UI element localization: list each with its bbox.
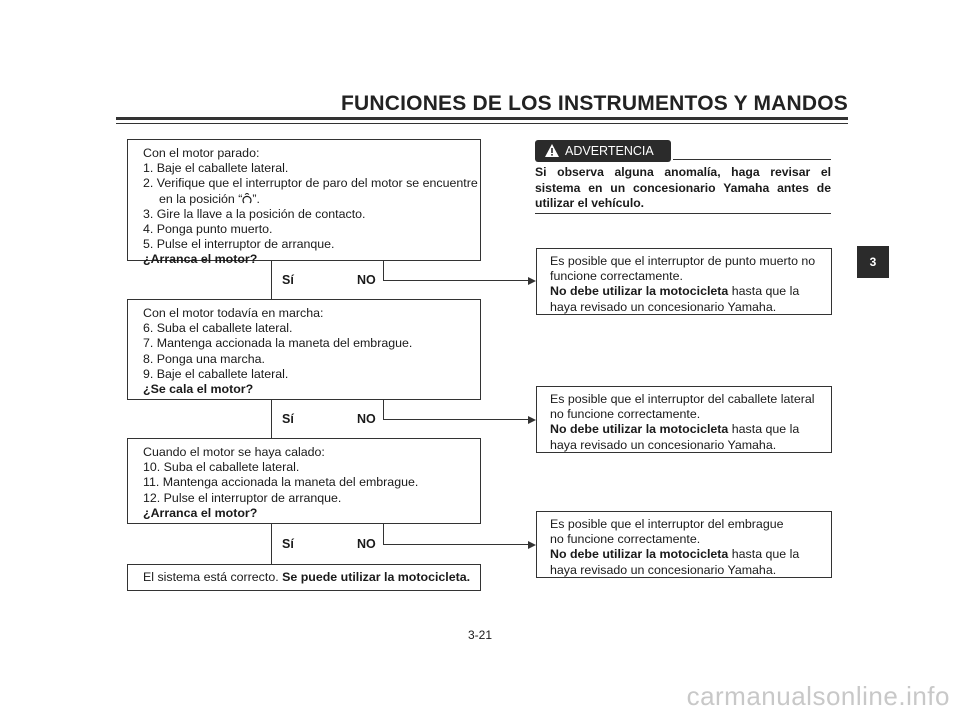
warning-rule-bottom — [535, 213, 831, 214]
page-number: 3-21 — [467, 628, 493, 642]
step1-line: 4. Ponga punto muerto. — [143, 222, 273, 237]
yes-label: Sí — [282, 537, 294, 551]
step1-box — [127, 139, 481, 267]
step3-box — [127, 438, 481, 524]
chapter-tab: 3 — [857, 246, 889, 278]
result1-line: haya revisado un concesionario Yamaha. — [550, 299, 777, 314]
no-label: NO — [357, 412, 376, 426]
final-box — [127, 564, 481, 591]
yes-label: Sí — [282, 273, 294, 287]
result2-line: haya revisado un concesionario Yamaha. — [550, 437, 777, 452]
step1-question: ¿Arranca el motor? — [143, 252, 258, 267]
no-connector — [383, 419, 529, 420]
step1-line: 3. Gire la llave a la posición de contacto. — [143, 206, 366, 221]
final-line: El sistema está correcto. Se puede utilizar la motocicleta. — [143, 570, 471, 584]
no-connector — [383, 544, 529, 545]
yes-connector — [271, 400, 272, 438]
watermark: carmanualsonline.info — [686, 681, 950, 711]
step2-line: 9. Baje el caballete lateral. — [143, 366, 289, 381]
step2-line: Con el motor todavía en marcha: — [143, 306, 324, 320]
arrow-to-result1 — [528, 277, 536, 285]
page-title: FUNCIONES DE LOS INSTRUMENTOS Y MANDOS — [341, 92, 848, 115]
result3-line: no funcione correctamente. — [550, 532, 701, 547]
step2-question: ¿Se cala el motor? — [143, 382, 254, 397]
step1-line: Con el motor parado: — [143, 146, 260, 160]
no-connector — [383, 280, 529, 281]
step1-line: 1. Baje el caballete lateral. — [143, 161, 289, 176]
no-connector — [383, 400, 384, 420]
step1-line: 5. Pulse el interruptor de arranque. — [143, 237, 335, 252]
no-connector — [383, 261, 384, 281]
result2-box — [536, 386, 832, 453]
step1-line: en la posición “ ”. — [159, 191, 260, 206]
warning-icon — [544, 143, 560, 158]
warning-badge-label: ADVERTENCIA — [565, 144, 654, 158]
title-rule-thin — [116, 123, 848, 124]
step2-box — [127, 299, 481, 400]
step1-line: 2. Verifique que el interruptor de paro del motor se encuentre — [143, 176, 478, 191]
no-connector — [383, 524, 384, 545]
step2-line: 8. Ponga una marcha. — [143, 351, 265, 366]
arrow-to-result3 — [528, 541, 536, 549]
warning-rule-top — [673, 159, 831, 160]
no-label: NO — [357, 537, 376, 551]
result3-line: haya revisado un concesionario Yamaha. — [550, 562, 777, 577]
step2-line: 7. Mantenga accionada la maneta del embrague. — [143, 336, 413, 351]
no-label: NO — [357, 273, 376, 287]
step3-line: 12. Pulse el interruptor de arranque. — [143, 490, 342, 505]
result2-line: no funcione correctamente. — [550, 407, 701, 422]
yes-connector — [271, 524, 272, 564]
step3-question: ¿Arranca el motor? — [143, 505, 258, 520]
step3-line: 10. Suba el caballete lateral. — [143, 460, 300, 475]
result3-box — [536, 511, 832, 578]
engine-run-symbol-icon — [242, 193, 252, 204]
step3-line: 11. Mantenga accionada la maneta del embrague. — [143, 475, 419, 490]
warning-badge — [535, 140, 671, 162]
arrow-to-result2 — [528, 416, 536, 424]
result1-line: funcione correctamente. — [550, 269, 683, 284]
result1-line: No debe utilizar la motocicleta hasta que la — [550, 284, 800, 299]
step2-line: 6. Suba el caballete lateral. — [143, 321, 293, 336]
title-rule-thick — [116, 117, 848, 120]
yes-connector — [271, 261, 272, 299]
result3-line: Es posible que el interruptor del embrague — [550, 517, 784, 531]
result1-line: Es posible que el interruptor de punto muerto no — [550, 254, 816, 268]
warning-text: Si observa alguna anomalía, haga revisar el sistema en un concesionario Yamaha antes de utilizar el vehículo. — [535, 165, 831, 210]
result1-box — [536, 248, 832, 315]
yes-label: Sí — [282, 412, 294, 426]
result3-line: No debe utilizar la motocicleta hasta que la — [550, 547, 800, 562]
result2-line: No debe utilizar la motocicleta hasta que la — [550, 422, 800, 437]
result2-line: Es posible que el interruptor del caballete lateral — [550, 392, 815, 406]
step3-line: Cuando el motor se haya calado: — [143, 445, 325, 459]
